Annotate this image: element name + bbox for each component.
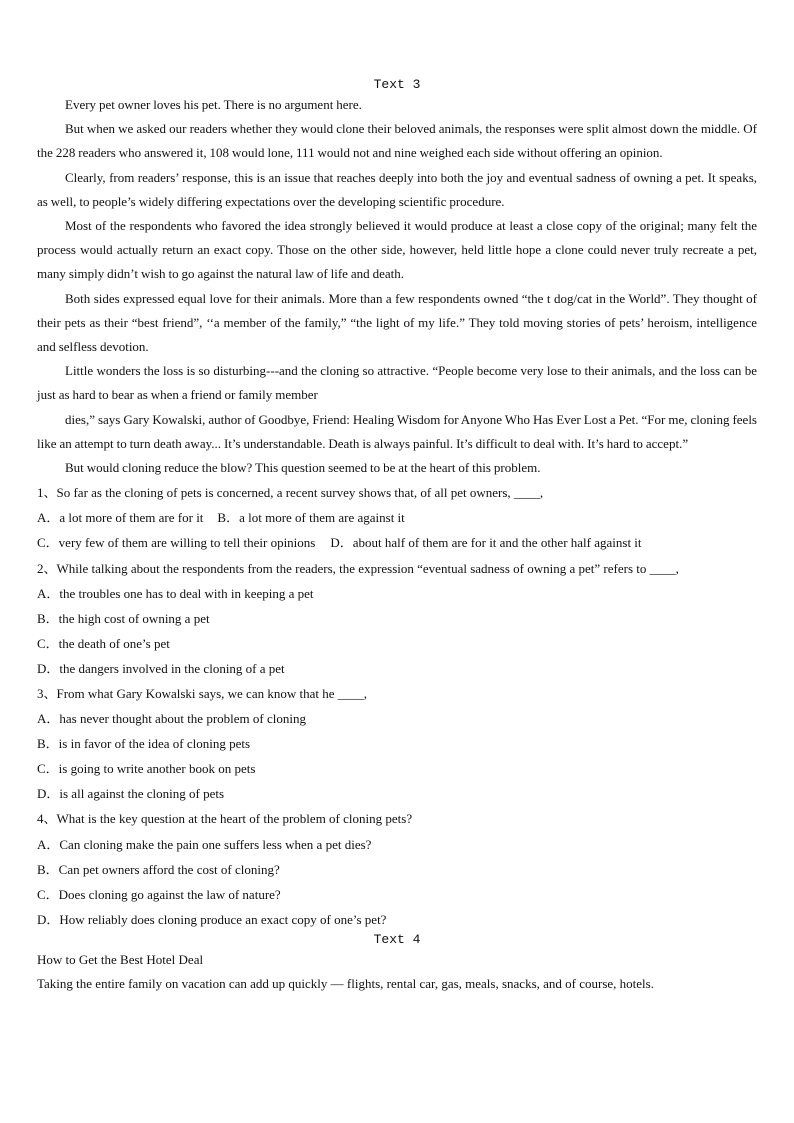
text3-paragraph-1: Every pet owner loves his pet. There is no argument here. — [65, 97, 362, 112]
question-2-stem: 2、While talking about the respondents from the readers, the expression “eventual sadness of owning a pet” refers to ____, — [37, 560, 679, 576]
question-2-option-d[interactable]: D．the dangers involved in the cloning of a pet — [37, 660, 285, 676]
text4-heading: Text 4 — [373, 931, 421, 947]
question-2-option-c[interactable]: C．the death of one’s pet — [37, 635, 170, 651]
text3-paragraph-7: dies,” says Gary Kowalski, author of Goodbye, Friend: Healing Wisdom for Anyone Who Has Ever Lost a Pet. “For me, cloning feels like an attempt to turn death away... It’s understandable. Death is always painful. It’s difficult to deal with. It’s hard to accept.” — [37, 411, 757, 451]
text3-paragraph-5: Both sides expressed equal love for their animals. More than a few respondents owned “the t dog/cat in the World”. They thought of their pets as their “best friend”, ‘‘a member of the family,” “the light of my life.” They told moving stories of pets’ heroism, intelligence and selfless devotion. — [37, 290, 757, 355]
question-4-option-d[interactable]: D．How reliably does cloning produce an exact copy of one’s pet? — [37, 911, 387, 927]
question-1-options-row-2 — [37, 530, 757, 555]
question-1-option-c[interactable]: C．very few of them are willing to tell their opinions — [37, 535, 316, 551]
question-3-option-b[interactable]: B．is in favor of the idea of cloning pets — [37, 736, 251, 752]
question-2-option-b[interactable]: B．the high cost of owning a pet — [37, 610, 210, 626]
question-3-option-a[interactable]: A．has never thought about the problem of cloning — [37, 711, 306, 727]
question-1-option-b[interactable]: B．a lot more of them are against it — [217, 510, 405, 526]
question-4-option-a[interactable]: A．Can cloning make the pain one suffers less when a pet dies? — [37, 836, 372, 852]
question-4-stem: 4、What is the key question at the heart of the problem of cloning pets? — [37, 811, 413, 827]
text3-paragraph-4: Most of the respondents who favored the idea strongly believed it would produce at least a close copy of the original; many felt the process would actually return an exact copy. Those on the other side, however, held little hope a clone could never truly recreate a pet, many simply didn’t wish to go against the natural law of life and death. — [37, 218, 757, 282]
document-page — [37, 77, 757, 996]
text3-paragraph-2: But when we asked our readers whether they would clone their beloved animals, the responses were split almost down the middle. Of the 228 readers who answered it, 108 would lone, 111 would not and nine weighed each side without offering an opinion. — [37, 121, 757, 161]
question-2-option-a[interactable]: A．the troubles one has to deal with in keeping a pet — [37, 585, 314, 601]
text3-paragraph-3: Clearly, from readers’ response, this is an issue that reaches deeply into both the joy and eventual sadness of owning a pet. It speaks, as well, to people’s widely differing expectations over the developing scientific procedure. — [37, 169, 757, 209]
question-1-stem: 1、So far as the cloning of pets is concerned, a recent survey shows that, of all pet owners, ____, — [37, 485, 544, 501]
question-3-stem: 3、From what Gary Kowalski says, we can know that he ____, — [37, 686, 367, 701]
question-4-option-b[interactable]: B．Can pet owners afford the cost of cloning? — [37, 861, 280, 877]
question-4-option-c[interactable]: C．Does cloning go against the law of nature? — [37, 886, 281, 902]
text3-heading: Text 3 — [373, 77, 421, 92]
text3-paragraph-6: Little wonders the loss is so disturbing---and the cloning so attractive. “People become very lose to their animals, and the loss can be just as hard to bear as when a friend or family member — [37, 363, 757, 403]
question-1-options-row-1 — [37, 505, 757, 530]
question-1-option-d[interactable]: D．about half of them are for it and the other half against it — [330, 535, 642, 551]
question-3-option-c[interactable]: C．is going to write another book on pets — [37, 761, 256, 777]
question-3-option-d[interactable]: D．is all against the cloning of pets — [37, 786, 225, 802]
text4-title: How to Get the Best Hotel Deal — [37, 951, 204, 967]
question-1-option-a[interactable]: A．a lot more of them are for it — [37, 510, 204, 526]
text4-intro: Taking the entire family on vacation can add up quickly — flights, rental car, gas, meals, snacks, and of course, hotels. — [37, 976, 654, 992]
text3-paragraph-8: But would cloning reduce the blow? This question seemed to be at the heart of this problem. — [65, 460, 541, 476]
